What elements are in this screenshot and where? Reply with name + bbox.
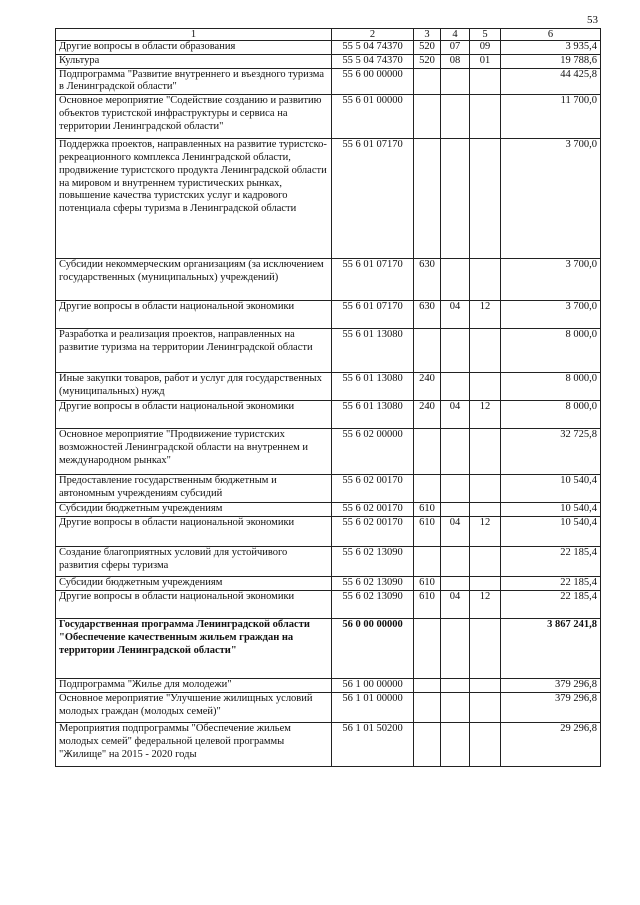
row-name: Основное мероприятие "Улучшение жилищных условий молодых граждан (молодых семей)" [56, 693, 332, 723]
row-name: Подпрограмма "Жилье для молодежи" [56, 679, 332, 693]
table-row [56, 591, 601, 619]
row-target-code: 55 6 02 00170 [332, 517, 414, 547]
row-subsection: 12 [470, 401, 501, 429]
row-expense-type: 630 [414, 259, 441, 301]
row-subsection [470, 693, 501, 723]
row-amount: 3 867 241,8 [501, 619, 601, 679]
header-col-2: 2 [332, 29, 414, 41]
table-header [56, 29, 601, 41]
table-row [56, 577, 601, 591]
row-name: Иные закупки товаров, работ и услуг для государственных (муниципальных) нужд [56, 373, 332, 401]
row-subsection [470, 723, 501, 767]
row-amount: 379 296,8 [501, 679, 601, 693]
row-target-code: 55 6 01 13080 [332, 373, 414, 401]
row-target-code: 55 6 00 00000 [332, 68, 414, 95]
row-expense-type: 610 [414, 503, 441, 517]
row-expense-type [414, 429, 441, 475]
row-target-code: 55 6 02 13090 [332, 591, 414, 619]
row-amount: 11 700,0 [501, 95, 601, 139]
row-section [441, 68, 470, 95]
row-subsection: 01 [470, 54, 501, 68]
row-subsection [470, 503, 501, 517]
header-col-6: 6 [501, 29, 601, 41]
row-section [441, 577, 470, 591]
table-row [56, 679, 601, 693]
table-row [56, 619, 601, 679]
row-subsection [470, 429, 501, 475]
row-name: Поддержка проектов, направленных на развитие туристско-рекреационного комплекса Ленинградской области, продвижение туристского продукта Ленинградской области на мировом и внутреннем туристических рынках, повышение качества туристских услуг и кадрового потенциала сферы туризма в Ленинградской области [56, 139, 332, 259]
row-section: 04 [441, 591, 470, 619]
header-row [56, 29, 601, 41]
row-name: Государственная программа Ленинградской области "Обеспечение качественным жильем граждан на территории Ленинградской области" [56, 619, 332, 679]
row-name: Другие вопросы в области национальной экономики [56, 301, 332, 329]
row-section: 04 [441, 517, 470, 547]
row-subsection: 12 [470, 517, 501, 547]
row-name: Субсидии бюджетным учреждениям [56, 577, 332, 591]
row-subsection: 09 [470, 41, 501, 55]
row-expense-type: 520 [414, 41, 441, 55]
table-row [56, 723, 601, 767]
row-name: Создание благоприятных условий для устойчивого развития сферы туризма [56, 547, 332, 577]
row-amount: 3 700,0 [501, 139, 601, 259]
row-expense-type [414, 619, 441, 679]
row-target-code: 55 6 01 13080 [332, 401, 414, 429]
row-target-code: 55 5 04 74370 [332, 54, 414, 68]
row-target-code: 55 6 01 00000 [332, 95, 414, 139]
row-section [441, 693, 470, 723]
page-number: 53 [587, 14, 598, 26]
row-amount: 32 725,8 [501, 429, 601, 475]
table-row [56, 547, 601, 577]
row-name: Основное мероприятие "Продвижение туристских возможностей Ленинградской области на внутреннем и международном рынках" [56, 429, 332, 475]
row-name: Субсидии бюджетным учреждениям [56, 503, 332, 517]
row-expense-type: 240 [414, 373, 441, 401]
row-subsection [470, 577, 501, 591]
row-amount: 8 000,0 [501, 329, 601, 373]
row-amount: 22 185,4 [501, 591, 601, 619]
table-row [56, 301, 601, 329]
table-row [56, 373, 601, 401]
row-subsection [470, 373, 501, 401]
row-expense-type: 610 [414, 577, 441, 591]
row-subsection: 12 [470, 301, 501, 329]
table-row [56, 503, 601, 517]
table-row [56, 54, 601, 68]
row-name: Подпрограмма "Развитие внутреннего и въездного туризма в Ленинградской области" [56, 68, 332, 95]
row-section [441, 723, 470, 767]
row-target-code: 55 6 01 07170 [332, 301, 414, 329]
row-name: Мероприятия подпрограммы "Обеспечение жильем молодых семей" федеральной целевой программы "Жилище" на 2015 - 2020 годы [56, 723, 332, 767]
table-row [56, 41, 601, 55]
row-target-code: 55 6 02 00000 [332, 429, 414, 475]
row-name: Разработка и реализация проектов, направленных на развитие туризма на территории Ленинградской области [56, 329, 332, 373]
header-col-1: 1 [56, 29, 332, 41]
row-section [441, 619, 470, 679]
row-section [441, 503, 470, 517]
row-expense-type: 610 [414, 517, 441, 547]
row-target-code: 55 5 04 74370 [332, 41, 414, 55]
row-expense-type [414, 68, 441, 95]
row-expense-type [414, 693, 441, 723]
row-subsection [470, 95, 501, 139]
row-section [441, 329, 470, 373]
header-col-4: 4 [441, 29, 470, 41]
row-name: Предоставление государственным бюджетным и автономным учреждениям субсидий [56, 475, 332, 503]
row-amount: 10 540,4 [501, 517, 601, 547]
row-section [441, 259, 470, 301]
row-expense-type: 630 [414, 301, 441, 329]
row-subsection [470, 68, 501, 95]
row-name: Другие вопросы в области национальной экономики [56, 591, 332, 619]
row-amount: 44 425,8 [501, 68, 601, 95]
table-row [56, 139, 601, 259]
row-name: Другие вопросы в области образования [56, 41, 332, 55]
row-expense-type [414, 475, 441, 503]
row-subsection [470, 139, 501, 259]
row-amount: 8 000,0 [501, 373, 601, 401]
row-target-code: 55 6 02 13090 [332, 547, 414, 577]
row-expense-type [414, 95, 441, 139]
row-section [441, 547, 470, 577]
row-section [441, 95, 470, 139]
row-amount: 10 540,4 [501, 475, 601, 503]
row-expense-type [414, 547, 441, 577]
row-amount: 29 296,8 [501, 723, 601, 767]
row-target-code: 55 6 01 07170 [332, 139, 414, 259]
table-row [56, 259, 601, 301]
row-subsection: 12 [470, 591, 501, 619]
row-expense-type: 520 [414, 54, 441, 68]
row-expense-type: 240 [414, 401, 441, 429]
row-subsection [470, 329, 501, 373]
row-subsection [470, 475, 501, 503]
budget-table [55, 28, 601, 767]
table-row [56, 68, 601, 95]
row-name: Культура [56, 54, 332, 68]
row-expense-type [414, 139, 441, 259]
row-amount: 10 540,4 [501, 503, 601, 517]
row-target-code: 56 1 01 50200 [332, 723, 414, 767]
row-expense-type: 610 [414, 591, 441, 619]
row-amount: 3 935,4 [501, 41, 601, 55]
row-section: 08 [441, 54, 470, 68]
header-col-5: 5 [470, 29, 501, 41]
row-section: 04 [441, 301, 470, 329]
row-subsection [470, 679, 501, 693]
row-name: Другие вопросы в области национальной экономики [56, 517, 332, 547]
row-subsection [470, 259, 501, 301]
row-target-code: 55 6 02 13090 [332, 577, 414, 591]
row-subsection [470, 619, 501, 679]
row-subsection [470, 547, 501, 577]
table-row [56, 329, 601, 373]
row-section [441, 679, 470, 693]
row-section [441, 429, 470, 475]
row-amount: 19 788,6 [501, 54, 601, 68]
row-name: Основное мероприятие "Содействие созданию и развитию объектов туристской инфраструктуры и сервиса на территории Ленинградской области" [56, 95, 332, 139]
row-section: 04 [441, 401, 470, 429]
row-name: Другие вопросы в области национальной экономики [56, 401, 332, 429]
row-expense-type [414, 679, 441, 693]
table-row [56, 95, 601, 139]
row-name: Субсидии некоммерческим организациям (за исключением государственных (муниципальных) учреждений) [56, 259, 332, 301]
row-target-code: 55 6 01 13080 [332, 329, 414, 373]
row-target-code: 55 6 01 07170 [332, 259, 414, 301]
row-target-code: 56 1 01 00000 [332, 693, 414, 723]
row-section: 07 [441, 41, 470, 55]
row-amount: 3 700,0 [501, 301, 601, 329]
row-expense-type [414, 723, 441, 767]
table-row [56, 693, 601, 723]
table-row [56, 475, 601, 503]
row-target-code: 56 1 00 00000 [332, 679, 414, 693]
row-section [441, 139, 470, 259]
row-amount: 379 296,8 [501, 693, 601, 723]
row-expense-type [414, 329, 441, 373]
table-row [56, 517, 601, 547]
table-row [56, 429, 601, 475]
row-section [441, 373, 470, 401]
table-body [56, 41, 601, 767]
table-row [56, 401, 601, 429]
row-amount: 22 185,4 [501, 547, 601, 577]
row-target-code: 56 0 00 00000 [332, 619, 414, 679]
row-amount: 8 000,0 [501, 401, 601, 429]
row-target-code: 55 6 02 00170 [332, 475, 414, 503]
row-section [441, 475, 470, 503]
header-col-3: 3 [414, 29, 441, 41]
row-amount: 3 700,0 [501, 259, 601, 301]
row-target-code: 55 6 02 00170 [332, 503, 414, 517]
row-amount: 22 185,4 [501, 577, 601, 591]
